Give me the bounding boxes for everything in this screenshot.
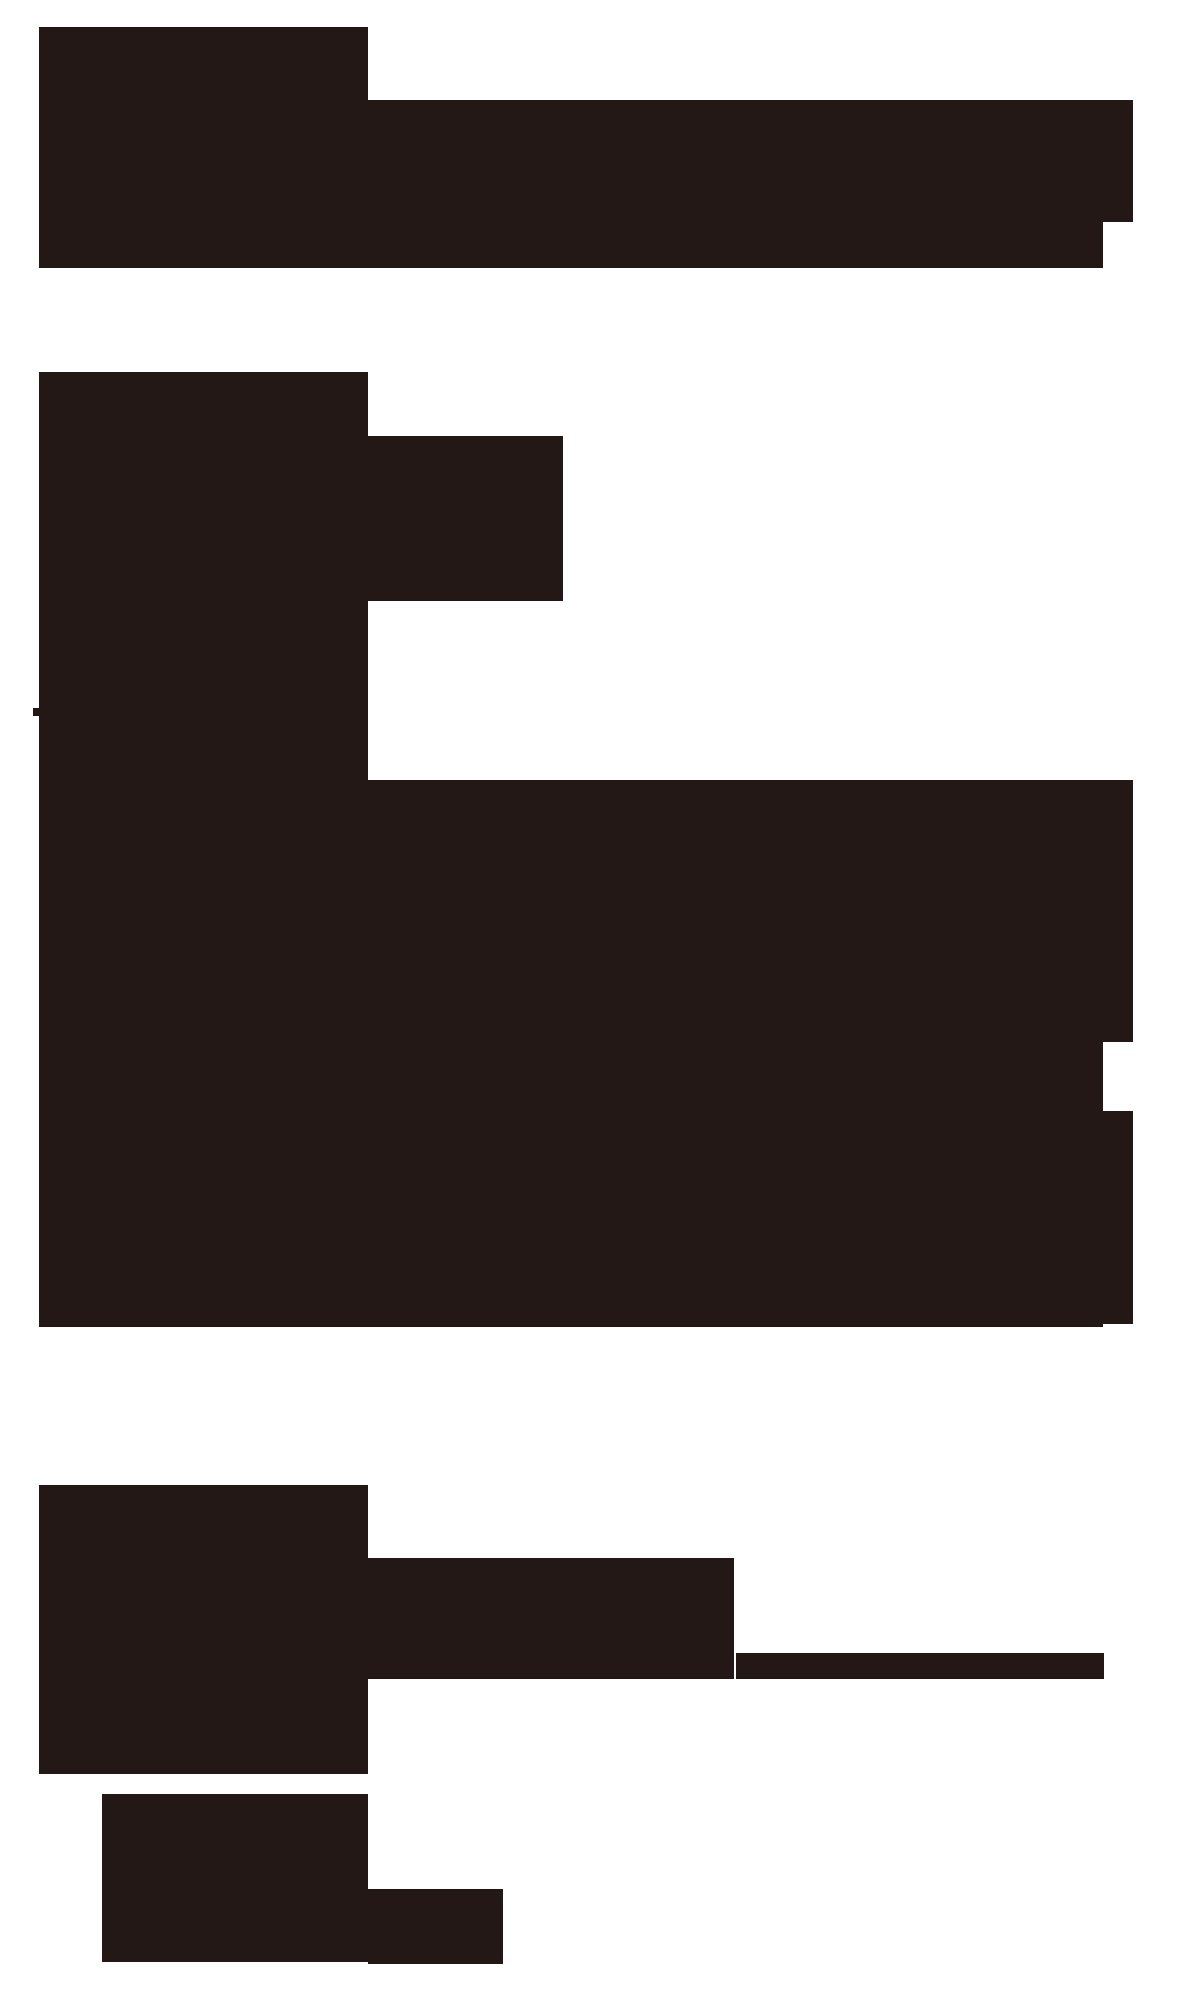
redaction-second-paragraph-mid	[368, 1558, 734, 1679]
redaction-footer-block	[102, 1794, 368, 1962]
redaction-header-paragraph-lower	[39, 222, 1103, 268]
redaction-header-paragraph-upper	[39, 100, 1133, 222]
redaction-main-paragraph-right-upper	[1103, 780, 1133, 1042]
redaction-body-left-column	[39, 372, 368, 780]
redaction-footer-block-extension	[368, 1889, 503, 1964]
redaction-left-margin-tick	[33, 708, 39, 716]
redaction-main-paragraph-right-lower	[1103, 1111, 1133, 1324]
redaction-body-sub-block	[368, 436, 563, 601]
redaction-main-paragraph	[39, 780, 1103, 1327]
redaction-title-line	[39, 27, 368, 100]
redaction-second-paragraph-rule	[736, 1653, 1104, 1679]
redaction-second-paragraph-left	[39, 1485, 368, 1774]
